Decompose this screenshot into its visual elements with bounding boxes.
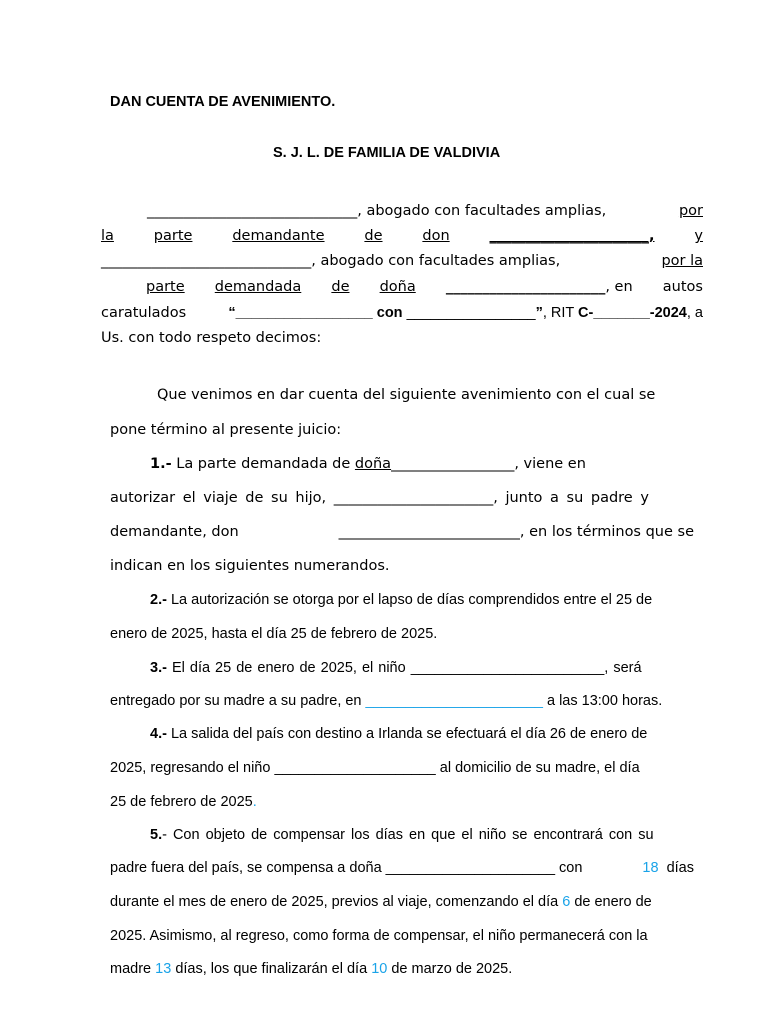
blank-field: _________________________ <box>338 524 520 540</box>
intro-word: demandante <box>232 228 325 244</box>
intro-text: por <box>678 203 703 219</box>
body-text: días <box>666 860 694 876</box>
body-text: 25 de febrero de 2025 <box>110 794 253 810</box>
body-text: . <box>252 794 257 810</box>
intro-word: la <box>101 228 114 244</box>
blank-field: _________________ <box>391 456 515 472</box>
item-3-line-2 <box>110 693 662 709</box>
intro-text: , abogado con facultades amplias, <box>357 203 607 219</box>
body-text: de enero de <box>574 894 652 910</box>
body-text: indican en los siguientes numerandos. <box>110 558 390 574</box>
intro-word: autos <box>662 279 703 295</box>
body-text: de marzo de 2025. <box>391 961 513 977</box>
body-text: El día 25 de enero de 2025, el niño ________________________, será <box>171 660 642 676</box>
lawyer-2-blank: _____________________________ <box>101 253 312 269</box>
days-count: 18 <box>642 860 659 876</box>
intro-word: parte <box>146 279 185 295</box>
item-5-line-1 <box>150 827 654 843</box>
body-text: durante el mes de enero de 2025, previos al viaje, comenzando el día <box>110 894 559 910</box>
start-day: 6 <box>562 894 571 910</box>
intro-word: parte <box>153 228 193 244</box>
plaintiff-blank: ______________________, <box>489 228 655 244</box>
intro-word: , a <box>686 305 703 321</box>
intro-word: doña <box>379 279 416 295</box>
intro-line-6: Us. con todo respeto decimos: <box>101 330 322 346</box>
intro-text: , abogado con facultades amplias, <box>311 253 561 269</box>
intro-line-1 <box>147 203 703 219</box>
intro-word: , en <box>605 279 633 295</box>
body-text: madre <box>110 961 152 977</box>
location-blank: ______________________ <box>365 693 543 709</box>
item-1-line-3 <box>110 524 694 540</box>
body-text: 2025, regresando el niño ____________________ al domicilio de su madre, el día <box>110 760 640 776</box>
item-4-line-1 <box>150 726 647 742</box>
body-text: 2025. Asimismo, al regreso, como forma de compensar, el niño permanecerá con la <box>110 928 648 944</box>
body-text: La salida del país con destino a Irlanda se efectuará el día 26 de enero de <box>170 726 648 742</box>
body-text: días, los que finalizarán el día <box>175 961 368 977</box>
item-number: 1.- <box>150 456 172 472</box>
intro-word: don <box>422 228 450 244</box>
intro-word: de <box>331 279 350 295</box>
body-text: - Con objeto de compensar los días en que el niño se encontrará con su <box>162 827 654 843</box>
case-party-blank: “_________________ <box>228 305 373 321</box>
intro-text: por la <box>661 253 703 269</box>
intro-word: demandada <box>214 279 302 295</box>
end-day: 10 <box>371 961 388 977</box>
body-text: padre fuera del país, se compensa a doña _____________________ con <box>110 860 583 876</box>
body-text: enero de 2025, hasta el día 25 de febrero de 2025. <box>110 626 438 642</box>
intro-word: caratulados <box>101 305 187 321</box>
lawyer-1-blank: _____________________________ <box>147 203 358 219</box>
item-number: 4.- <box>150 726 167 742</box>
document-title: DAN CUENTA DE AVENIMIENTO. <box>110 94 336 110</box>
intro-word: de <box>364 228 383 244</box>
intro-line-2 <box>101 228 703 244</box>
item-5-line-5 <box>110 961 512 977</box>
item-number: 5. <box>150 827 163 843</box>
intro-word: con <box>376 305 403 321</box>
item-5-line-2 <box>110 860 694 876</box>
item-4-line-3 <box>110 794 257 810</box>
item-number: 3.- <box>150 660 167 676</box>
court-heading: S. J. L. DE FAMILIA DE VALDIVIA <box>273 145 501 161</box>
body-text: entregado por su madre a su padre, en <box>110 693 362 709</box>
intro-line-4 <box>101 279 703 295</box>
body-text: demandante, don <box>110 524 239 540</box>
item-number: 2.- <box>150 592 167 608</box>
item-1-line-1 <box>150 456 694 472</box>
intro-word: ” <box>535 305 543 321</box>
case-party-blank: ________________ <box>406 305 536 321</box>
body-text: , en los términos que se <box>519 524 694 540</box>
rit-label: , RIT <box>542 305 574 321</box>
body-text: Que venimos en dar cuenta del siguiente avenimiento con el cual se <box>157 387 656 403</box>
item-2-line-1 <box>150 592 652 608</box>
intro-word: y <box>694 228 703 244</box>
days-count: 13 <box>155 961 172 977</box>
rit-number: C-_______-2024 <box>578 305 687 321</box>
body-text: pone término al presente juicio: <box>110 422 342 438</box>
defendant-blank: ______________________ <box>445 279 606 295</box>
body-text: autorizar el viaje de su hijo, ______________________, junto a su padre y <box>110 490 649 506</box>
body-text: doña <box>354 456 392 472</box>
body-text: La parte demandada de <box>176 456 351 472</box>
item-3-line-1 <box>150 660 642 676</box>
body-text: a las 13:00 horas. <box>546 693 663 709</box>
intro-line-5 <box>101 305 703 321</box>
body-text: La autorización se otorga por el lapso de días comprendidos entre el 25 de <box>170 592 653 608</box>
item-5-line-3 <box>110 894 652 910</box>
intro-line-3 <box>101 253 703 269</box>
body-text: , viene en <box>514 456 586 472</box>
